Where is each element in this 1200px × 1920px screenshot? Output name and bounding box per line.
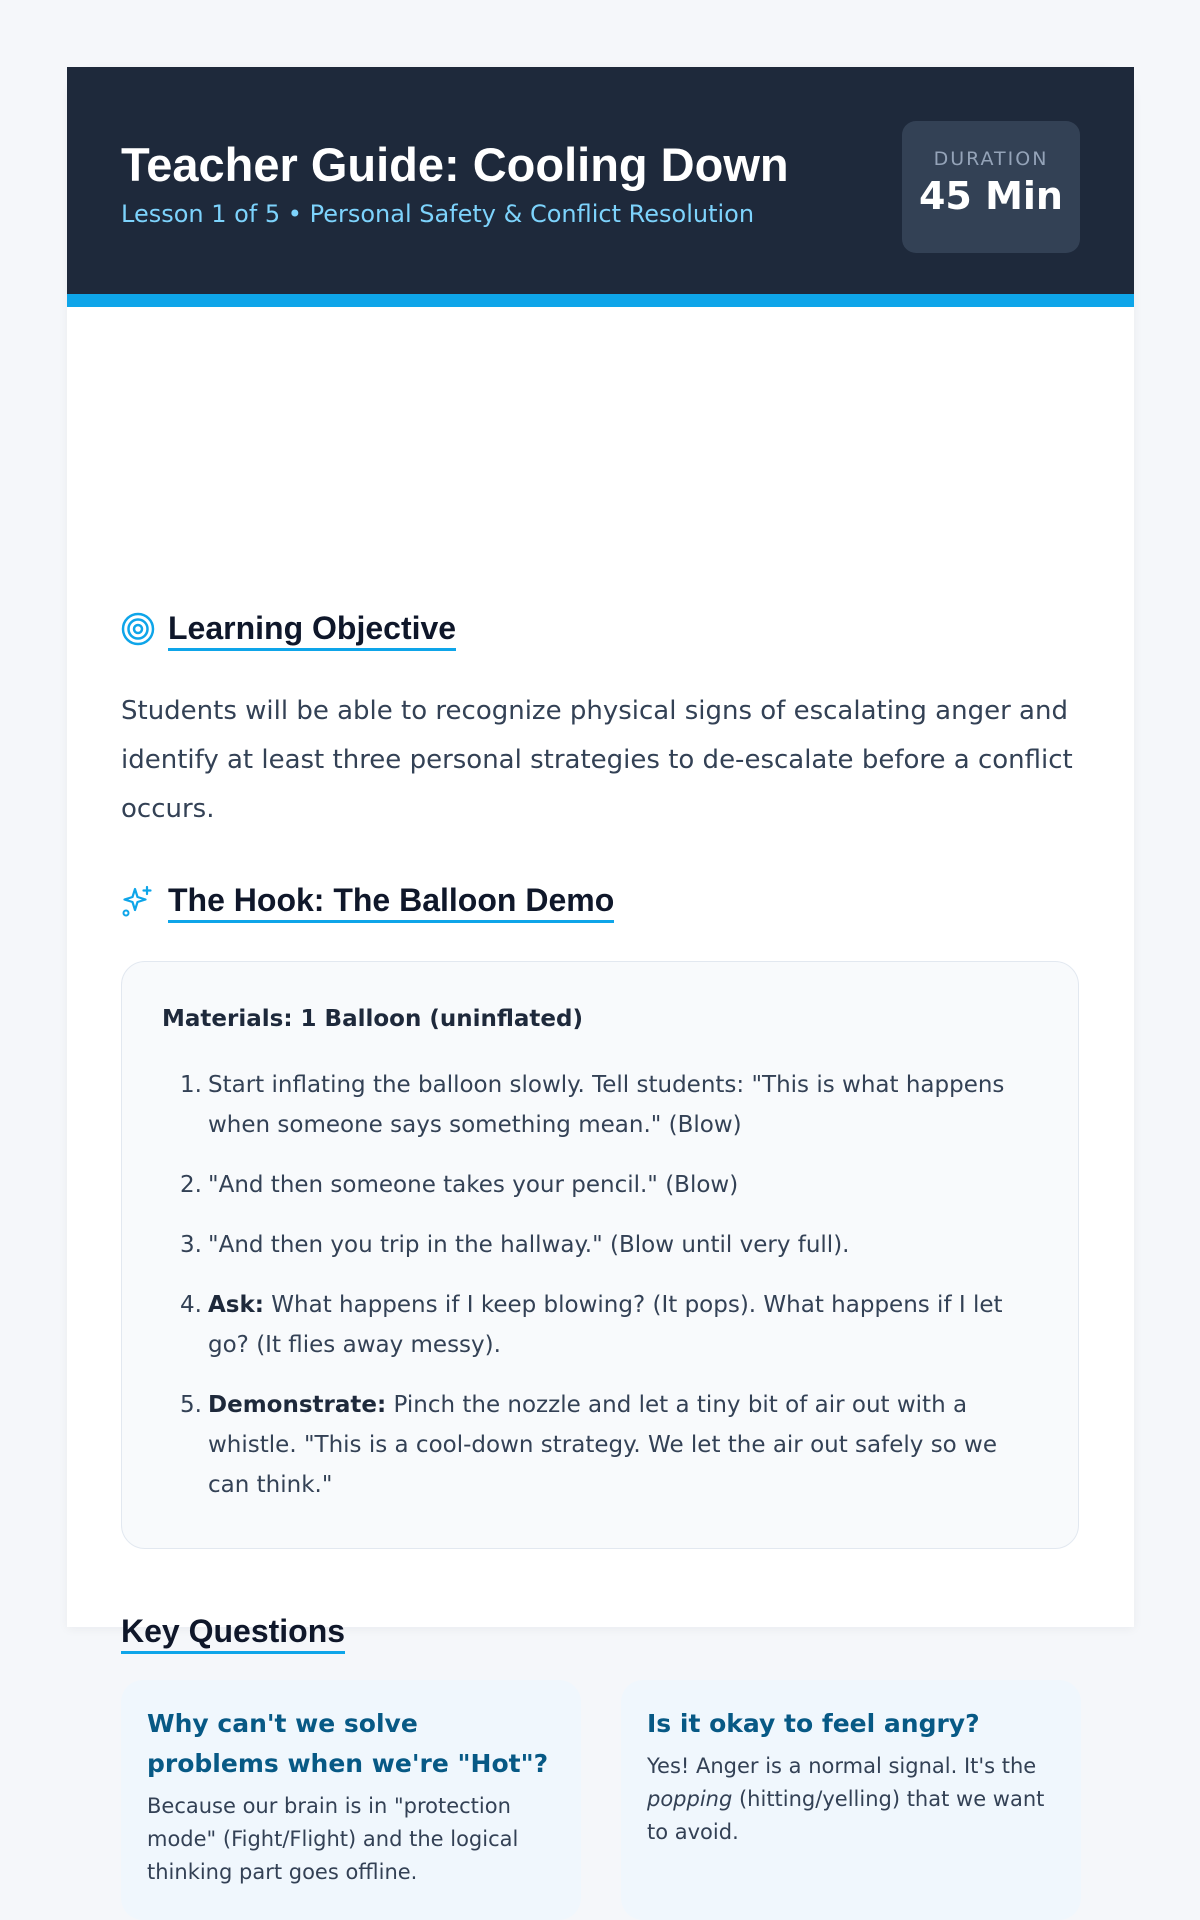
step-content: What happens if I keep blowing? (It pops). What happens if I let go? (It flies away messy). xyxy=(208,1292,1003,1358)
step-number: 5. xyxy=(180,1392,202,1418)
answer-pre: Yes! Anger is a normal signal. It's the xyxy=(647,1754,1037,1778)
answer-emphasis: popping xyxy=(647,1787,733,1811)
objective-title: Learning Objective xyxy=(168,608,456,651)
step-text xyxy=(202,1165,1042,1205)
key-questions-title: Key Questions xyxy=(121,1611,345,1654)
lesson-card xyxy=(67,67,1134,1884)
step-number: 3. xyxy=(180,1232,202,1258)
step-number: 1. xyxy=(180,1072,202,1098)
step-text xyxy=(202,1285,1042,1365)
page-title: Teacher Guide: Cooling Down xyxy=(121,138,789,191)
list-item xyxy=(162,1065,1042,1145)
target-icon xyxy=(121,612,155,646)
duration-value: 45 Min xyxy=(918,174,1063,218)
duration-badge xyxy=(902,121,1080,253)
duration-label: DURATION xyxy=(933,148,1049,170)
step-text xyxy=(202,1385,1042,1505)
answer-post: (hitting/yelling) that we want to avoid. xyxy=(647,1787,1045,1844)
objective-text: Students will be able to recognize physical signs of escalating anger and identify at least three personal strategies to de-escalate before a conflict occurs. xyxy=(121,696,1073,824)
step-content: "And then you trip in the hallway." (Blow until very full). xyxy=(208,1232,850,1258)
lesson-header xyxy=(67,67,1134,307)
step-lead: Demonstrate: xyxy=(208,1392,387,1418)
list-item xyxy=(162,1385,1042,1505)
list-item xyxy=(162,1165,1042,1205)
hook-steps xyxy=(162,1065,1042,1525)
question-card xyxy=(621,1680,1081,1920)
step-text xyxy=(202,1065,1042,1145)
hook-title: The Hook: The Balloon Demo xyxy=(168,880,614,923)
step-content: Start inflating the balloon slowly. Tell students: "This is what happens when someone says something mean." (Blow) xyxy=(208,1072,1005,1138)
lesson-subtitle: Lesson 1 of 5 • Personal Safety & Conflict Resolution xyxy=(121,200,755,228)
list-item xyxy=(162,1225,1042,1265)
hook-box xyxy=(121,961,1079,1549)
sparkle-icon xyxy=(121,884,155,918)
step-text xyxy=(202,1225,1042,1265)
step-number: 4. xyxy=(180,1292,202,1318)
question-title: Is it okay to feel angry? xyxy=(647,1709,980,1738)
step-content: Pinch the nozzle and let a tiny bit of air out with a whistle. "This is a cool-down strategy. We let the air out safely so we can think." xyxy=(208,1392,998,1498)
step-number: 2. xyxy=(180,1172,202,1198)
step-lead: Ask: xyxy=(208,1292,264,1318)
question-card xyxy=(121,1680,581,1920)
step-content: "And then someone takes your pencil." (Blow) xyxy=(208,1172,739,1198)
hook-heading xyxy=(121,879,614,923)
materials-label: Materials: 1 Balloon (uninflated) xyxy=(162,1006,583,1032)
question-answer: Because our brain is in "protection mode" (Fight/Flight) and the logical thinking part goes offline. xyxy=(147,1794,519,1884)
list-item xyxy=(162,1285,1042,1365)
question-answer xyxy=(647,1750,1055,1849)
objective-heading xyxy=(121,607,456,651)
key-questions-heading xyxy=(121,1610,345,1654)
question-title: Why can't we solve problems when we're "Hot"? xyxy=(147,1709,549,1778)
